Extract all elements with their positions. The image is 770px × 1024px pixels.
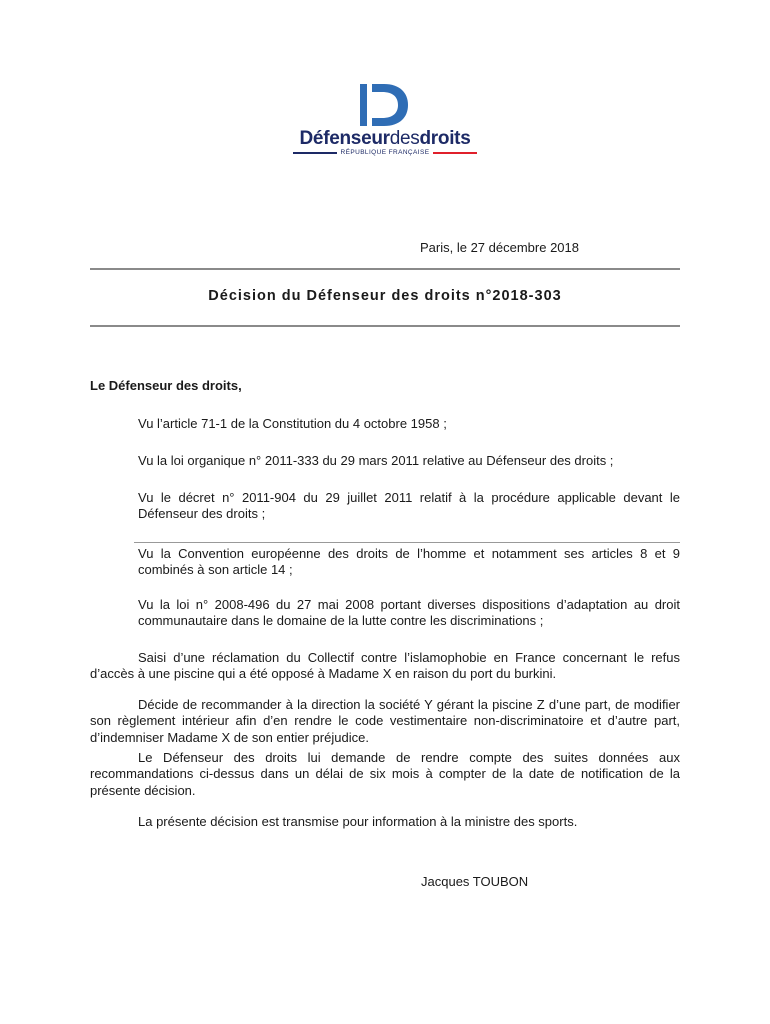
- intro-heading: Le Défenseur des droits,: [90, 378, 242, 393]
- visa-constitution: Vu l’article 71-1 de la Constitution du 4 octobre 1958 ;: [138, 416, 447, 431]
- visa-decret: Vu le décret n° 2011-904 du 29 juillet 2011 relatif à la procédure applicable devant le Défenseur des droits ;: [138, 490, 680, 522]
- flag-bar-red: [433, 152, 477, 154]
- d-monogram-icon: [360, 84, 410, 126]
- visa-loi-organique: Vu la loi organique n° 2011-333 du 29 mars 2011 relative au Défenseur des droits ;: [138, 453, 614, 468]
- visa-convention: Vu la Convention européenne des droits de l’homme et notamment ses articles 8 et 9 combinés à son article 14 ;: [138, 546, 680, 578]
- flag-bar-blue: [293, 152, 337, 154]
- signature: Jacques TOUBON: [421, 874, 529, 889]
- paragraph-saisi: Saisi d’une réclamation du Collectif contre l’islamophobie en France concernant le refus d’accès à une piscine qui a été opposé à Madame X en raison du port du burkini.: [90, 650, 680, 682]
- separator-line: [134, 542, 680, 543]
- brand-wordmark: Défenseurdesdroits: [299, 128, 471, 149]
- date-line: Paris, le 27 décembre 2018: [420, 240, 579, 255]
- paragraph-compte: Le Défenseur des droits lui demande de rendre compte des suites données aux recommandations ci-dessus dans un délai de six mois à compter de la date de notification de la présente décision.: [90, 750, 680, 798]
- title-top-rule: [90, 268, 680, 270]
- page-title: Décision du Défenseur des droits n°2018-303: [208, 288, 562, 304]
- republic-band: [290, 149, 480, 156]
- visa-loi-2008: Vu la loi n° 2008-496 du 27 mai 2008 portant diverses dispositions d’adaptation au droit communautaire dans le domaine de la lutte contre les discriminations ;: [138, 597, 680, 629]
- republic-label: RÉPUBLIQUE FRANÇAISE: [340, 149, 430, 156]
- paragraph-decide: Décide de recommander à la direction la société Y gérant la piscine Z d’une part, de modifier son règlement intérieur afin d’en rendre le code vestimentaire non-discriminatoire et d’autre part, d’indemniser Madame X de son entier préjudice.: [90, 697, 680, 745]
- title-bottom-rule: [90, 325, 680, 327]
- defenseur-des-droits-logo: [290, 84, 480, 164]
- paragraph-transmise: La présente décision est transmise pour information à la ministre des sports.: [138, 814, 578, 829]
